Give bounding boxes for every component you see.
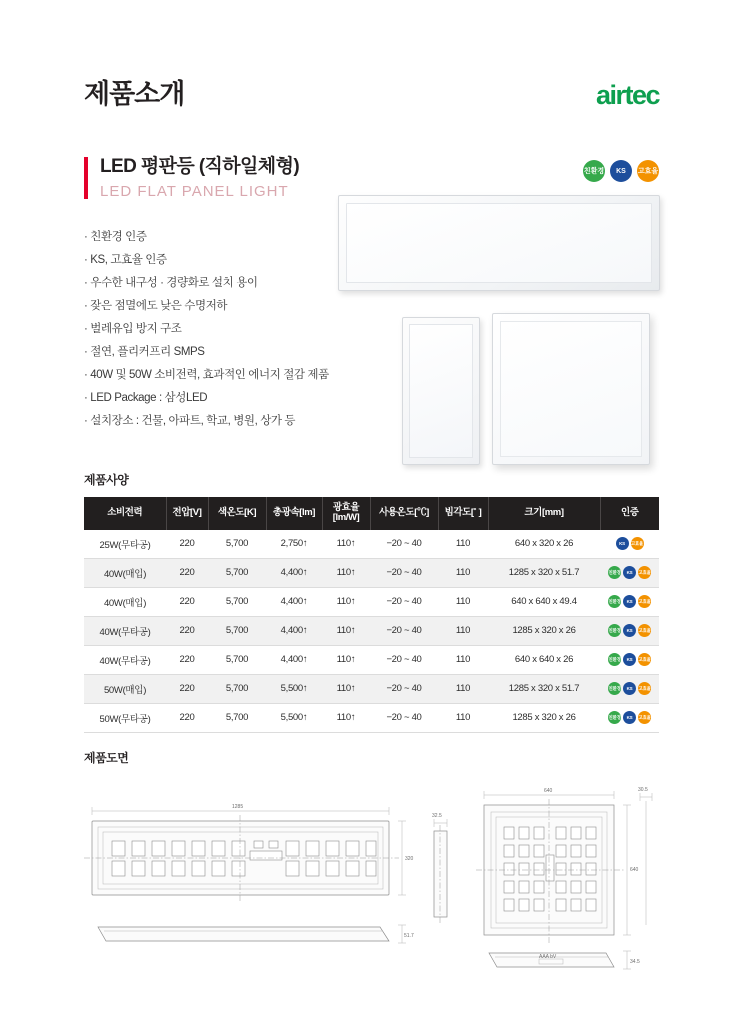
- energy-efficiency-icon: 고효율: [638, 653, 651, 666]
- cell-power: 50W(무타공): [84, 703, 166, 732]
- col-flux: 총광속[lm]: [266, 497, 322, 530]
- cell-flux: 4,400↑: [266, 645, 322, 674]
- cell-efficacy: 110↑: [322, 645, 370, 674]
- list-item: · 우수한 내구성 · 경량화로 설치 용이: [84, 272, 384, 295]
- dim-long-height: 320: [405, 856, 414, 862]
- accent-bar: [84, 157, 88, 199]
- ks-mark-icon: KS: [623, 653, 636, 666]
- cell-size: 1285 x 320 x 51.7: [488, 674, 600, 703]
- col-efficacy: 광효율 [lm/W]: [322, 497, 370, 530]
- cell-flux: 4,400↑: [266, 587, 322, 616]
- drawing-long-panel-side-view: [98, 925, 414, 943]
- cell-beam: 110: [438, 674, 488, 703]
- dim-square-base: 34.5: [630, 959, 640, 965]
- cell-cct: 5,700: [208, 703, 266, 732]
- eco-mark-icon: 친환경: [608, 566, 621, 579]
- cell-power: 50W(매입): [84, 674, 166, 703]
- cell-size: 640 x 320 x 26: [488, 530, 600, 559]
- cell-cert: [600, 587, 659, 616]
- cell-power: 25W(무타공): [84, 530, 166, 559]
- dim-square-terminal: AAA bV: [539, 954, 557, 960]
- cell-power: 40W(무타공): [84, 645, 166, 674]
- page-header: [84, 0, 659, 111]
- product-heading: [84, 155, 659, 200]
- photo-tall-panel: [402, 317, 480, 465]
- product-subtitle: LED FLAT PANEL LIGHT: [100, 182, 289, 200]
- ks-mark-icon: KS: [623, 566, 636, 579]
- cell-beam: 110: [438, 530, 488, 559]
- cell-temp: −20 ~ 40: [370, 587, 438, 616]
- cell-voltage: 220: [166, 587, 208, 616]
- ks-mark-icon: KS: [623, 624, 636, 637]
- spec-table: [84, 497, 659, 733]
- cell-efficacy: 110↑: [322, 587, 370, 616]
- dim-long-depth: 51.7: [404, 933, 414, 939]
- col-beam: 빔각도[˚ ]: [438, 497, 488, 530]
- photo-long-panel: [338, 195, 660, 291]
- col-voltage: 전압[V]: [166, 497, 208, 530]
- photo-square-panel: [492, 313, 650, 465]
- cell-cert: [600, 616, 659, 645]
- cell-beam: 110: [438, 645, 488, 674]
- ks-mark-icon: KS: [623, 711, 636, 724]
- cell-temp: −20 ~ 40: [370, 616, 438, 645]
- col-cert: 인증: [600, 497, 659, 530]
- cell-beam: 110: [438, 616, 488, 645]
- cell-efficacy: 110↑: [322, 530, 370, 559]
- cell-size: 1285 x 320 x 26: [488, 616, 600, 645]
- cell-temp: −20 ~ 40: [370, 530, 438, 559]
- cell-flux: 4,400↑: [266, 558, 322, 587]
- cell-size: 1285 x 320 x 51.7: [488, 558, 600, 587]
- col-temp: 사용온도[℃]: [370, 497, 438, 530]
- dim-square-height: 640: [630, 867, 639, 873]
- col-power: 소비전력: [84, 497, 166, 530]
- energy-efficiency-icon: 고효율: [638, 595, 651, 608]
- cell-cert: [600, 530, 659, 559]
- cell-voltage: 220: [166, 616, 208, 645]
- cell-voltage: 220: [166, 558, 208, 587]
- energy-efficiency-icon: 고효율: [638, 624, 651, 637]
- energy-efficiency-icon: 고효율: [638, 711, 651, 724]
- ks-mark-icon: KS: [623, 595, 636, 608]
- eco-mark-icon: 친환경: [608, 624, 621, 637]
- drawing-long-panel-top-view: [84, 804, 414, 901]
- cell-flux: 4,400↑: [266, 616, 322, 645]
- cell-size: 1285 x 320 x 26: [488, 703, 600, 732]
- cell-flux: 5,500↑: [266, 674, 322, 703]
- table-row: [84, 616, 659, 645]
- table-row: [84, 645, 659, 674]
- brand-logo: airtec: [595, 80, 659, 110]
- technical-drawings: [84, 775, 659, 990]
- eco-mark-icon: 친환경: [608, 711, 621, 724]
- cell-voltage: 220: [166, 674, 208, 703]
- energy-efficiency-icon: 고효율: [638, 682, 651, 695]
- cell-beam: 110: [438, 587, 488, 616]
- cell-flux: 2,750↑: [266, 530, 322, 559]
- cell-size: 640 x 640 x 49.4: [488, 587, 600, 616]
- ks-mark-icon: KS: [623, 682, 636, 695]
- cell-cct: 5,700: [208, 530, 266, 559]
- energy-efficiency-icon: 고효율: [631, 537, 644, 550]
- ks-mark-icon: KS: [616, 537, 629, 550]
- cell-beam: 110: [438, 558, 488, 587]
- list-item: · 설치장소 : 건물, 아파트, 학교, 병원, 상가 등: [84, 410, 384, 433]
- eco-mark-icon: 친환경: [608, 653, 621, 666]
- product-photos: [330, 195, 660, 465]
- cell-efficacy: 110↑: [322, 558, 370, 587]
- drawing-section-label: 제품도면: [84, 751, 129, 765]
- cell-power: 40W(매입): [84, 587, 166, 616]
- cell-voltage: 220: [166, 703, 208, 732]
- dim-long-width: 1285: [232, 804, 244, 810]
- cell-size: 640 x 640 x 26: [488, 645, 600, 674]
- cell-cert: [600, 674, 659, 703]
- table-row: [84, 703, 659, 732]
- dim-square-side: 30.5: [638, 787, 648, 793]
- ks-mark-icon: KS: [610, 160, 632, 182]
- list-item: · 잦은 점멸에도 낮은 수명저하: [84, 295, 384, 318]
- cell-beam: 110: [438, 703, 488, 732]
- table-header-row: [84, 497, 659, 530]
- cell-efficacy: 110↑: [322, 616, 370, 645]
- cell-cct: 5,700: [208, 587, 266, 616]
- list-item: · KS, 고효율 인증: [84, 249, 384, 272]
- cell-power: 40W(무타공): [84, 616, 166, 645]
- list-item: · 절연, 플리커프리 SMPS: [84, 341, 384, 364]
- cell-temp: −20 ~ 40: [370, 558, 438, 587]
- title-certification-badges: [583, 160, 659, 182]
- eco-mark-icon: 친환경: [583, 160, 605, 182]
- cell-temp: −20 ~ 40: [370, 703, 438, 732]
- drawing-square-panel-top-view: [476, 787, 652, 943]
- product-title: LED 평판등 (직하일체형): [100, 156, 300, 177]
- cell-cct: 5,700: [208, 645, 266, 674]
- cell-temp: −20 ~ 40: [370, 645, 438, 674]
- drawing-square-side-view: [489, 951, 640, 969]
- cell-cert: [600, 703, 659, 732]
- cell-flux: 5,500↑: [266, 703, 322, 732]
- col-size: 크기[mm]: [488, 497, 600, 530]
- cell-cert: [600, 558, 659, 587]
- list-item: · LED Package : 삼성LED: [84, 387, 384, 410]
- cell-cct: 5,700: [208, 558, 266, 587]
- list-item: · 벌레유입 방지 구조: [84, 318, 384, 341]
- dim-square-width: 640: [544, 788, 553, 794]
- energy-efficiency-icon: 고효율: [637, 160, 659, 182]
- table-row: [84, 587, 659, 616]
- cell-cct: 5,700: [208, 616, 266, 645]
- cell-voltage: 220: [166, 530, 208, 559]
- cell-cert: [600, 645, 659, 674]
- dim-side-depth: 32.5: [432, 813, 442, 819]
- page-title: 제품소개: [84, 79, 185, 109]
- table-row: [84, 674, 659, 703]
- table-row: [84, 558, 659, 587]
- list-item: · 40W 및 50W 소비전력, 효과적인 에너지 절감 제품: [84, 364, 384, 387]
- col-cct: 색온도[K]: [208, 497, 266, 530]
- cell-power: 40W(매입): [84, 558, 166, 587]
- cell-temp: −20 ~ 40: [370, 674, 438, 703]
- eco-mark-icon: 친환경: [608, 595, 621, 608]
- table-row: [84, 530, 659, 559]
- list-item: · 친환경 인증: [84, 226, 384, 249]
- spec-section-label: 제품사양: [84, 473, 129, 487]
- cell-efficacy: 110↑: [322, 703, 370, 732]
- energy-efficiency-icon: 고효율: [638, 566, 651, 579]
- cell-cct: 5,700: [208, 674, 266, 703]
- cell-efficacy: 110↑: [322, 674, 370, 703]
- cell-voltage: 220: [166, 645, 208, 674]
- drawing-side-profile: [432, 813, 447, 925]
- eco-mark-icon: 친환경: [608, 682, 621, 695]
